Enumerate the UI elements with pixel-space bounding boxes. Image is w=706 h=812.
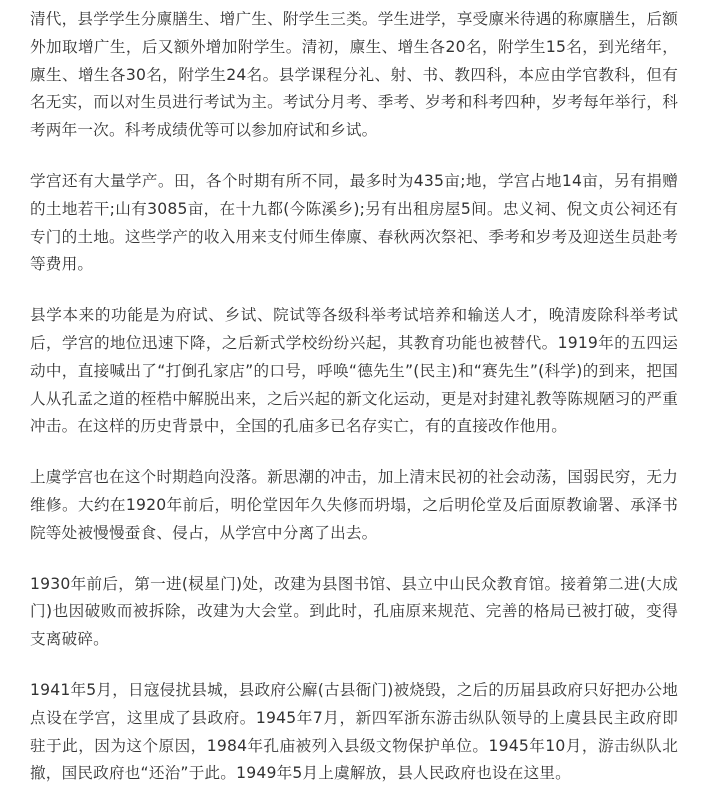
paragraph-school-property: 学宫还有大量学产。田，各个时期有所不同，最多时为435亩;地，学宫占地14亩，另有捐赠的土地若干;山有3085亩，在十九都(今陈溪乡);另有出租房屋5间。忠义祠、倪文贞公祠还有专门的土地。这些学产的收入用来支付师生俸廪、春秋两次祭祀、季考和岁考及迎送生员赴考等费用。 — [30, 171, 678, 274]
paragraph-1930-rebuild: 1930年前后，第一进(棂星门)处，改建为县图书馆、县立中山民众教育馆。接着第二进(大成门)也因破败而被拆除，改建为大会堂。到此时，孔庙原来规范、完善的格局已被打破，变得支离破碎。 — [30, 574, 678, 649]
paragraph-decline-of-keju: 县学本来的功能是为府试、乡试、院试等各级科举考试培养和输送人才，晚清废除科举考试后，学宫的地位迅速下降，之后新式学校纷纷兴起，其教育功能也被替代。1919年的五四运动中，直接喊出了“打倒孔家店”的口号，呼唤“德先生”(民主)和“赛先生”(科学)的到来，把国人从孔孟之道的桎梏中解脱出来，之后兴起的新文化运动，更是对封建礼教等陈规陋习的严重冲击。在这样的历史背景中，全国的孔庙多已名存实亡，有的直接改作他用。 — [30, 306, 678, 436]
article-body — [30, 6, 678, 788]
paragraph-shangyu-decline: 上虞学宫也在这个时期趋向没落。新思潮的冲击，加上清末民初的社会动荡，国弱民穷，无力维修。大约在1920年前后，明伦堂因年久失修而坍塌，之后明伦堂及后面原教谕署、承泽书院等处被慢慢蚕食、侵占，从学宫中分离了出去。 — [30, 468, 678, 542]
paragraph-1941-government: 1941年5月，日寇侵扰县城，县政府公廨(古县衙门)被烧毁，之后的历届县政府只好把办公地点设在学宫，这里成了县政府。1945年7月，新四军浙东游击纵队领导的上虞县民主政府即驻于此，因为这个原因，1984年孔庙被列入县级文物保护单位。1945年10月，游击纵队北撤，国民政府也“还治”于此。1949年5月上虞解放，县人民政府也设在这里。 — [30, 680, 678, 783]
paragraph-county-school-students: 清代，县学学生分廪膳生、增广生、附学生三类。学生进学，享受廪米待遇的称廪膳生，后额外加取增广生，后又额外增加附学生。清初，廪生、增生各20名，附学生15名，到光绪年，廪生、增生各30名，附学生24名。县学课程分礼、射、书、教四科，本应由学官教科，但有名无实，而以对生员进行考试为主。考试分月考、季考、岁考和科考四种，岁考每年举行，科考两年一次。科考成绩优等可以参加府试和乡试。 — [30, 10, 678, 140]
